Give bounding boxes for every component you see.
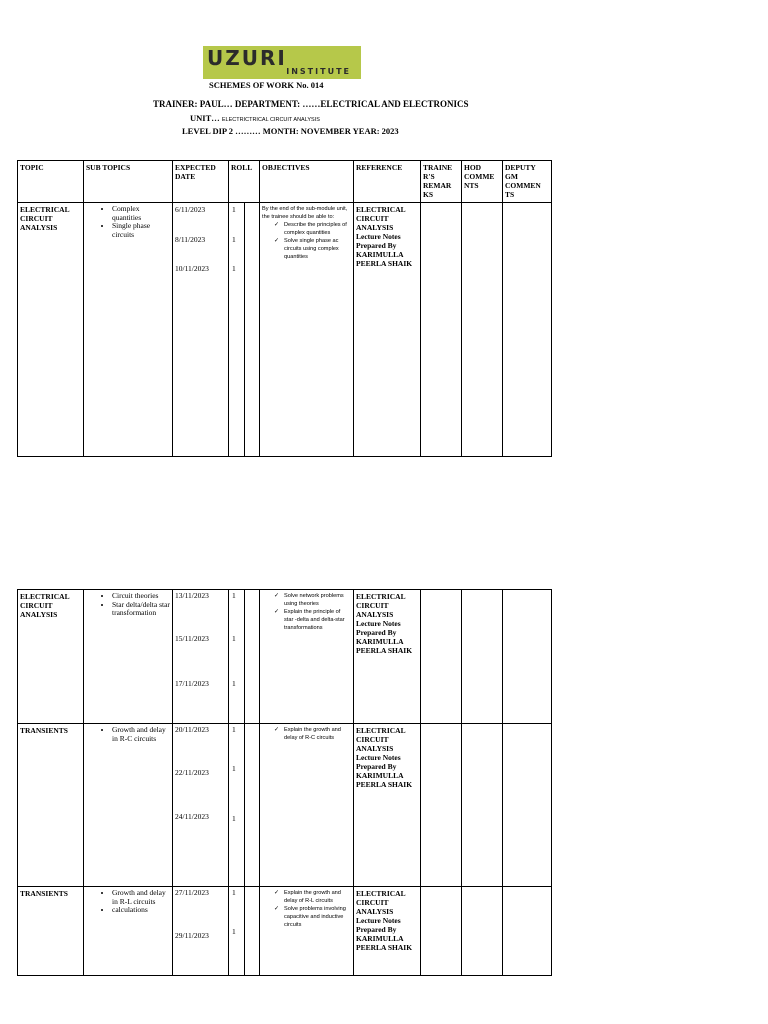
row-deputy-comments xyxy=(503,887,552,976)
row-trainers-remarks xyxy=(421,724,462,887)
expected-date: 15/11/2023 xyxy=(175,634,209,643)
roll-value: 1 xyxy=(232,679,236,688)
row-dates xyxy=(173,887,229,976)
row-reference: ELECTRICAL CIRCUIT ANALYSIS Lecture Notes Prepared By KARIMULLA PEERLA SHAIK xyxy=(354,590,421,724)
roll-value: 1 xyxy=(232,725,236,734)
row-spacer-cell xyxy=(245,724,260,887)
table-row xyxy=(18,203,552,457)
objective-item: ✓ Describe the principles of complex quantities xyxy=(274,221,351,237)
row-hod-comments xyxy=(462,203,503,457)
col-roll: ROLL xyxy=(229,161,260,203)
col-topic: TOPIC xyxy=(18,161,84,203)
col-expected-date: EXPECTED DATE xyxy=(173,161,229,203)
scheme-table-page-2 xyxy=(17,589,552,976)
row-subtopics xyxy=(84,724,173,887)
row-subtopics xyxy=(84,590,173,724)
roll-value: 1 xyxy=(232,235,236,244)
row-rolls xyxy=(229,724,245,887)
row-hod-comments xyxy=(462,887,503,976)
row-rolls xyxy=(229,203,245,457)
row-objectives xyxy=(260,590,354,724)
row-spacer-cell xyxy=(245,887,260,976)
unit-prefix: UNIT… xyxy=(190,113,220,123)
roll-value: 1 xyxy=(232,764,236,773)
row-subtopics xyxy=(84,203,173,457)
row-objectives xyxy=(260,724,354,887)
roll-value: 1 xyxy=(232,205,236,214)
col-reference: REFERENCE xyxy=(354,161,421,203)
roll-value: 1 xyxy=(232,927,236,936)
objective-intro: By the end of the sub-module unit, the trainee should be able to: xyxy=(262,206,348,220)
objective-item: ✓ Explain the growth and delay of R-C circuits xyxy=(274,726,351,742)
unit-name: ELECTRICTRICAL CIRCUIT ANALYSIS xyxy=(221,117,320,123)
level-month-year-line: LEVEL DIP 2 ……… MONTH: NOVEMBER YEAR: 2023 xyxy=(182,126,399,136)
subtopic-item: • Growth and delay in R-L circuits xyxy=(112,889,170,906)
table-row xyxy=(18,724,552,887)
logo-main-text: UZURI xyxy=(207,46,287,70)
row-topic: TRANSIENTS xyxy=(18,887,84,976)
logo-sub-text: INSTITUTE xyxy=(286,67,351,76)
roll-value: 1 xyxy=(232,634,236,643)
row-rolls xyxy=(229,590,245,724)
expected-date: 10/11/2023 xyxy=(175,264,209,273)
row-trainers-remarks xyxy=(421,203,462,457)
expected-date: 29/11/2023 xyxy=(175,931,209,940)
subtopic-item: • Complex quantities xyxy=(112,205,170,222)
row-hod-comments xyxy=(462,590,503,724)
row-deputy-comments xyxy=(503,724,552,887)
row-trainers-remarks xyxy=(421,590,462,724)
col-objectives: OBJECTIVES xyxy=(260,161,354,203)
scheme-number: SCHEMES OF WORK No. 014 xyxy=(209,80,324,90)
subtopic-item: • Circuit theories xyxy=(112,592,170,601)
row-deputy-comments xyxy=(503,203,552,457)
row-deputy-comments xyxy=(503,590,552,724)
row-subtopics xyxy=(84,887,173,976)
unit-line xyxy=(190,113,320,123)
subtopic-item: • Growth and delay in R-C circuits xyxy=(112,726,170,743)
row-trainers-remarks xyxy=(421,887,462,976)
col-trainers-remarks: TRAINE R'S REMAR KS xyxy=(421,161,462,203)
expected-date: 8/11/2023 xyxy=(175,235,206,244)
row-hod-comments xyxy=(462,724,503,887)
objective-item: ✓ Solve network problems using theories xyxy=(274,592,351,608)
expected-date: 22/11/2023 xyxy=(175,768,209,777)
table-header-row xyxy=(18,161,552,203)
row-spacer-cell xyxy=(245,590,260,724)
subtopic-item: • Single phase circuits xyxy=(112,222,170,239)
row-rolls xyxy=(229,887,245,976)
row-dates xyxy=(173,590,229,724)
scheme-table-page-1 xyxy=(17,160,552,457)
institute-logo xyxy=(203,46,361,79)
row-reference: ELECTRICAL CIRCUIT ANALYSIS Lecture Notes Prepared By KARIMULLA PEERLA SHAIK xyxy=(354,724,421,887)
expected-date: 24/11/2023 xyxy=(175,812,209,821)
objective-item: ✓ Explain the principle of star -delta and delta-star transformations xyxy=(274,608,351,632)
expected-date: 13/11/2023 xyxy=(175,591,209,600)
objective-item: ✓ Explain the growth and delay of R-L circuits xyxy=(274,889,351,905)
table-row xyxy=(18,887,552,976)
row-reference: ELECTRICAL CIRCUIT ANALYSIS Lecture Notes Prepared By KARIMULLA PEERLA SHAIK xyxy=(354,887,421,976)
table-row xyxy=(18,590,552,724)
expected-date: 6/11/2023 xyxy=(175,205,206,214)
subtopic-item: • Star delta/delta star transformation xyxy=(112,601,170,618)
row-objectives xyxy=(260,887,354,976)
expected-date: 20/11/2023 xyxy=(175,725,209,734)
expected-date: 27/11/2023 xyxy=(175,888,209,897)
roll-value: 1 xyxy=(232,814,236,823)
row-objectives xyxy=(260,203,354,457)
row-reference: ELECTRICAL CIRCUIT ANALYSIS Lecture Notes Prepared By KARIMULLA PEERLA SHAIK xyxy=(354,203,421,457)
row-dates xyxy=(173,203,229,457)
col-subtopics: SUB TOPICS xyxy=(84,161,173,203)
col-deputy-comments: DEPUTY GM COMMEN TS xyxy=(503,161,552,203)
row-topic: TRANSIENTS xyxy=(18,724,84,887)
col-hod-comments: HOD COMME NTS xyxy=(462,161,503,203)
roll-value: 1 xyxy=(232,888,236,897)
row-topic: ELECTRICAL CIRCUIT ANALYSIS xyxy=(18,203,84,457)
trainer-department-line: TRAINER: PAUL… DEPARTMENT: ……ELECTRICAL AND ELECTRONICS xyxy=(153,99,469,109)
expected-date: 17/11/2023 xyxy=(175,679,209,688)
row-dates xyxy=(173,724,229,887)
row-topic: ELECTRICAL CIRCUIT ANALYSIS xyxy=(18,590,84,724)
row-spacer-cell xyxy=(245,203,260,457)
roll-value: 1 xyxy=(232,591,236,600)
objective-item: ✓ Solve problems involving capacitive and inductive circuits xyxy=(274,905,351,929)
subtopic-item: • calculations xyxy=(112,906,170,915)
roll-value: 1 xyxy=(232,264,236,273)
objective-item: ✓ Solve single phase ac circuits using complex quantities xyxy=(274,237,351,261)
